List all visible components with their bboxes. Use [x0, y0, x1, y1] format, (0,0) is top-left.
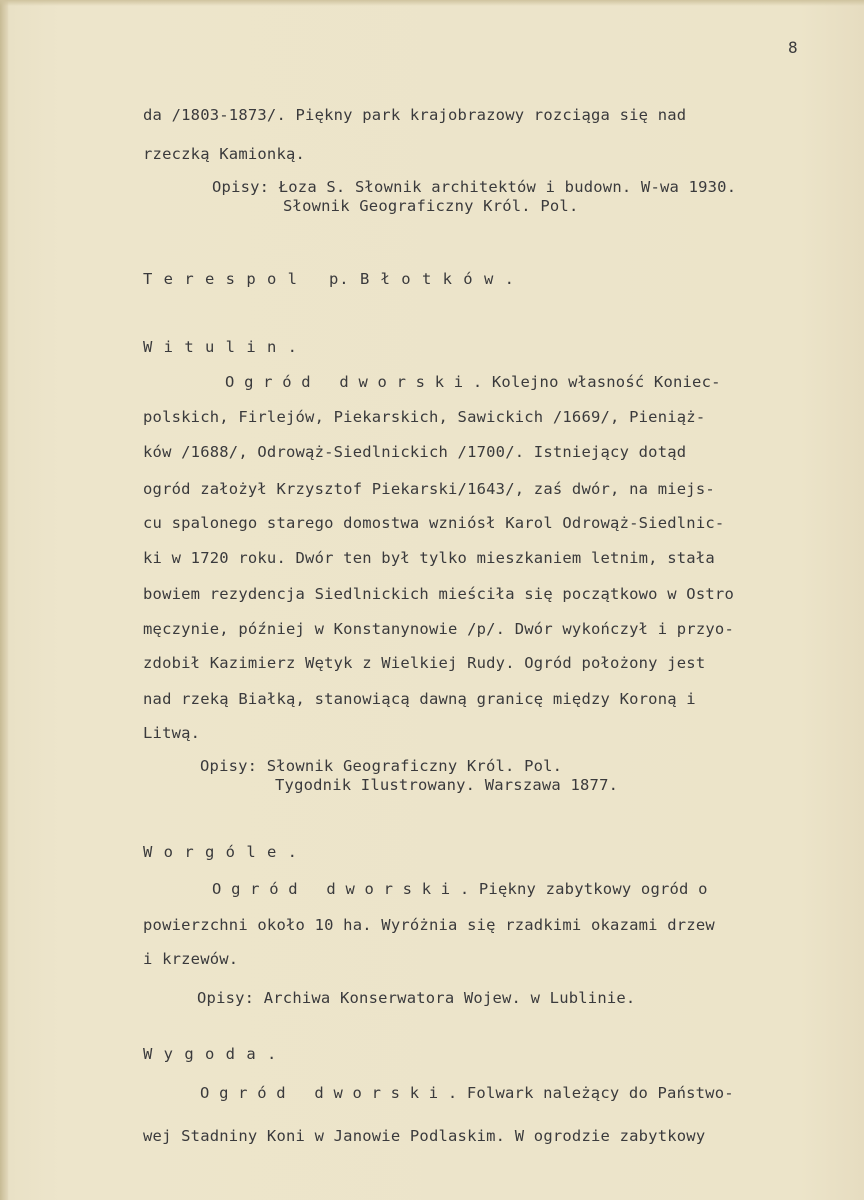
entry-heading-wygoda: W y g o d a . — [143, 1045, 278, 1063]
page-binding-edge — [0, 0, 8, 1200]
text-line: O g r ó d d w o r s k i . Folwark należący do Państwo- — [200, 1084, 734, 1102]
text-line: Litwą. — [143, 724, 201, 742]
text-line: nad rzeką Białką, stanowiącą dawną granicę między Koroną i — [143, 690, 696, 708]
citation-line: Tygodnik Ilustrowany. Warszawa 1877. — [275, 776, 619, 794]
text-line: zdobił Kazimierz Wętyk z Wielkiej Rudy. Ogród położony jest — [143, 654, 706, 672]
citation-line: Opisy: Archiwa Konserwatora Wojew. w Lublinie. — [197, 989, 636, 1007]
text-line: O g r ó d d w o r s k i . Piękny zabytkowy ogród o — [212, 880, 708, 898]
citation-line: Opisy: Słownik Geograficzny Król. Pol. — [200, 757, 563, 775]
text-line: da /1803-1873/. Piękny park krajobrazowy rozciąga się nad — [143, 106, 687, 124]
entry-heading-terespol: T e r e s p o l p. B ł o t k ó w . — [143, 270, 515, 288]
citation-line: Opisy: Łoza S. Słownik architektów i budown. W-wa 1930. — [212, 178, 737, 196]
text-line: wej Stadniny Koni w Janowie Podlaskim. W ogrodzie zabytkowy — [143, 1127, 706, 1145]
text-line: męczynie, później w Konstanynowie /p/. Dwór wykończył i przyo- — [143, 620, 734, 638]
text-line: polskich, Firlejów, Piekarskich, Sawickich /1669/, Pieniąż- — [143, 408, 706, 426]
text-line: ki w 1720 roku. Dwór ten był tylko mieszkaniem letnim, stała — [143, 549, 715, 567]
text-line: bowiem rezydencja Siedlnickich mieściła się początkowo w Ostro — [143, 585, 734, 603]
page-number: 8 — [788, 38, 798, 57]
text-line: cu spalonego starego domostwa wzniósł Karol Odrowąż-Siedlnic- — [143, 514, 725, 532]
text-line: ogród założył Krzysztof Piekarski/1643/, zaś dwór, na miejs- — [143, 480, 715, 498]
text-line: powierzchni około 10 ha. Wyróżnia się rzadkimi okazami drzew — [143, 916, 715, 934]
entry-heading-witulin: W i t u l i n . — [143, 338, 298, 356]
page-top-edge — [0, 0, 864, 6]
text-line: i krzewów. — [143, 950, 239, 968]
text-line: rzeczką Kamionką. — [143, 145, 306, 163]
text-line: ków /1688/, Odrowąż-Siedlnickich /1700/. Istniejący dotąd — [143, 443, 687, 461]
text-line: O g r ó d d w o r s k i . Kolejno własność Koniec- — [225, 373, 721, 391]
citation-line: Słownik Geograficzny Król. Pol. — [283, 197, 579, 215]
entry-heading-worgole: W o r g ó l e . — [143, 843, 298, 861]
